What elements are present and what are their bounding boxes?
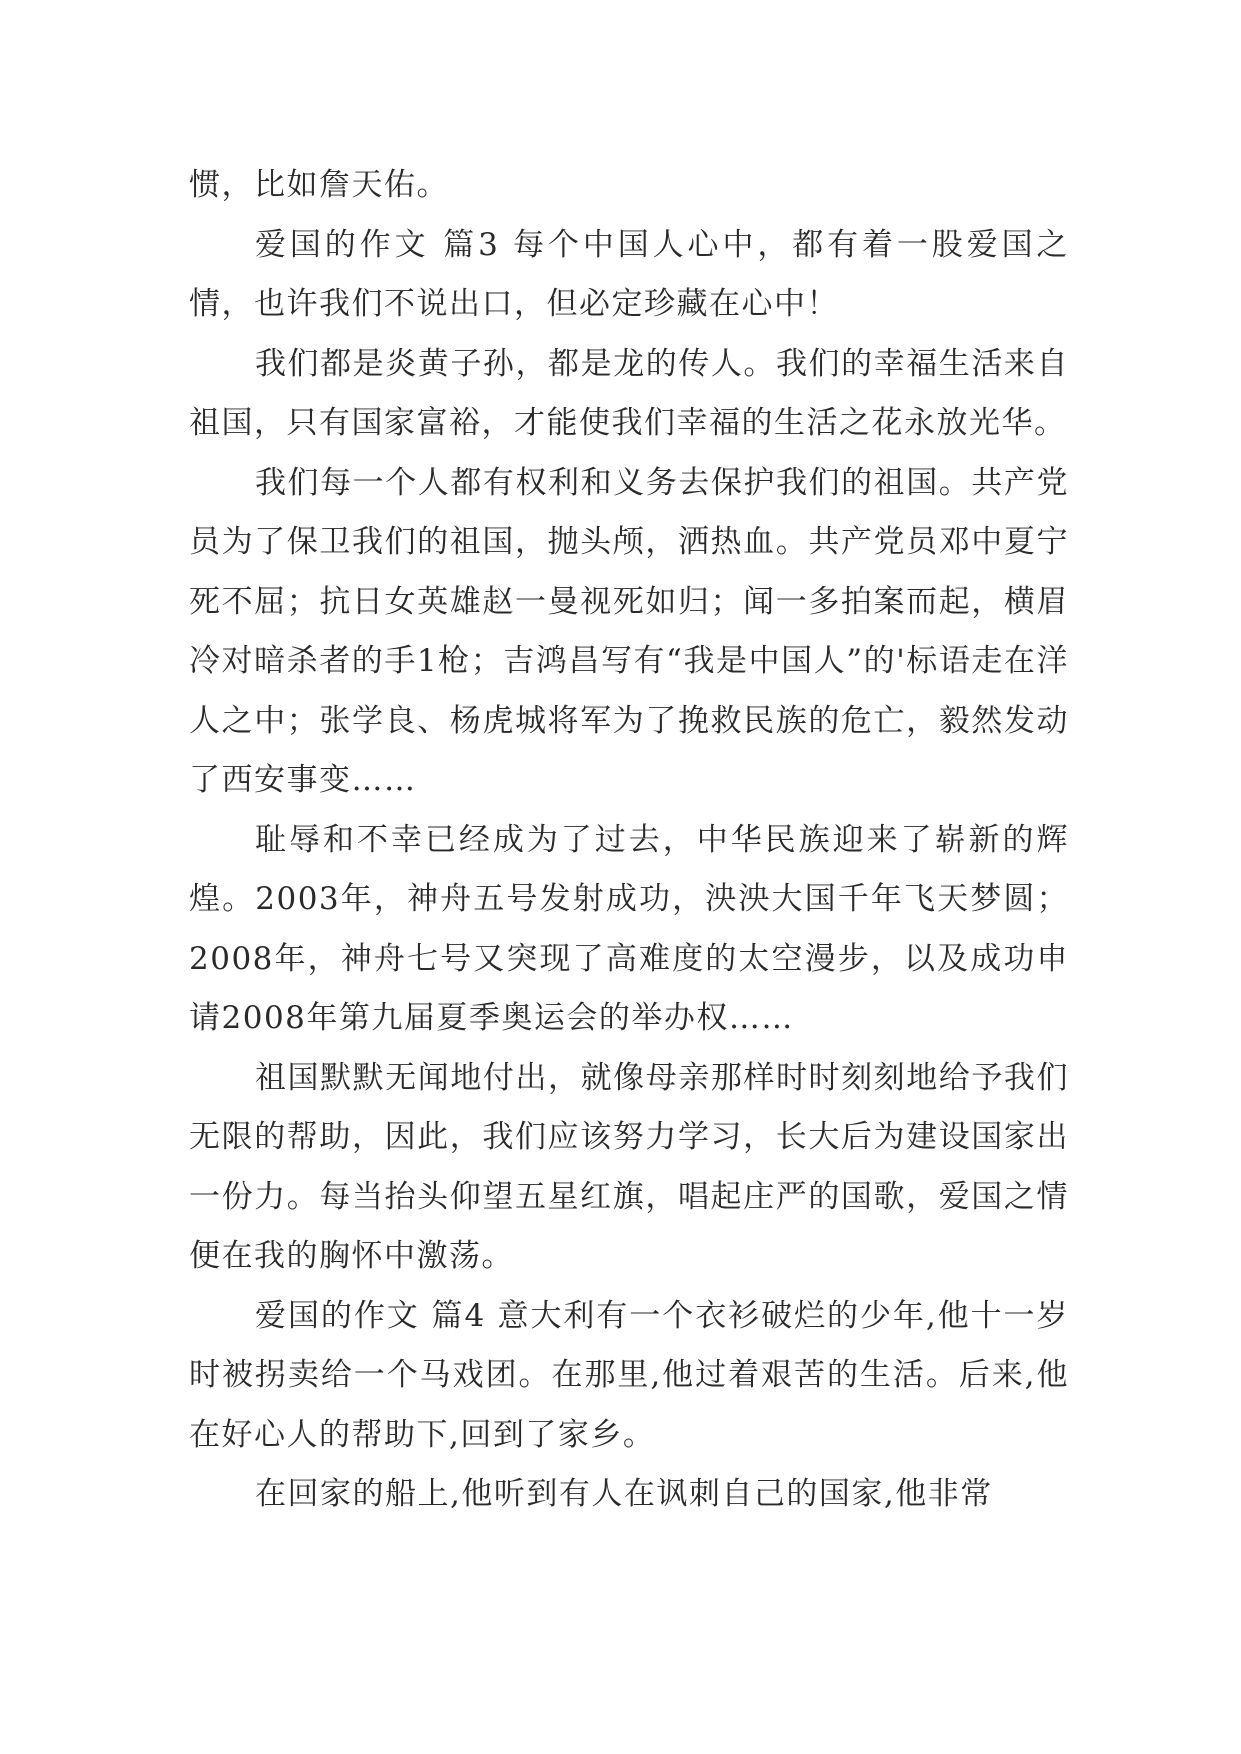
paragraph: 爱国的作文 篇4 意大利有一个衣衫破烂的少年,他十一岁时被拐卖给一个马戏团。在那里,他过着艰苦的生活。后来,他在好心人的帮助下,回到了家乡。 (189, 1297, 1069, 1453)
paragraph: 我们都是炎黄子孙，都是龙的传人。我们的幸福生活来自祖国，只有国家富裕，才能使我们幸福的生活之花永放光华。 (189, 345, 1069, 441)
paragraph: 耻辱和不幸已经成为了过去，中华民族迎来了崭新的辉煌。2003年，神舟五号发射成功，泱泱大国千年飞天梦圆；2008年，神舟七号又突现了高难度的太空漫步，以及成功申请2008年第九届夏季奥运会的举办权…… (189, 821, 1069, 1036)
paragraph: 在回家的船上,他听到有人在讽刺自己的国家,他非常 (255, 1476, 993, 1512)
paragraph: 惯，比如詹天佑。 (189, 167, 449, 203)
document-body (189, 156, 1069, 1525)
paragraph: 祖国默默无闻地付出，就像母亲那样时时刻刻地给予我们无限的帮助，因此，我们应该努力学习，长大后为建设国家出一份力。每当抬头仰望五星红旗，唱起庄严的国歌，爱国之情便在我的胸怀中激荡。 (189, 1059, 1069, 1274)
paragraph: 爱国的作文 篇3 每个中国人心中，都有着一股爱国之情，也许我们不说出口，但必定珍藏在心中！ (189, 226, 1069, 322)
paragraph: 我们每一个人都有权利和义务去保护我们的祖国。共产党员为了保卫我们的祖国，抛头颅，洒热血。共产党员邓中夏宁死不屈；抗日女英雄赵一曼视死如归；闻一多拍案而起，横眉冷对暗杀者的手1枪；吉鸿昌写有“我是中国人”的'标语走在洋人之中；张学良、杨虎城将军为了挽救民族的危亡，毅然发动了西安事变…… (189, 464, 1069, 798)
